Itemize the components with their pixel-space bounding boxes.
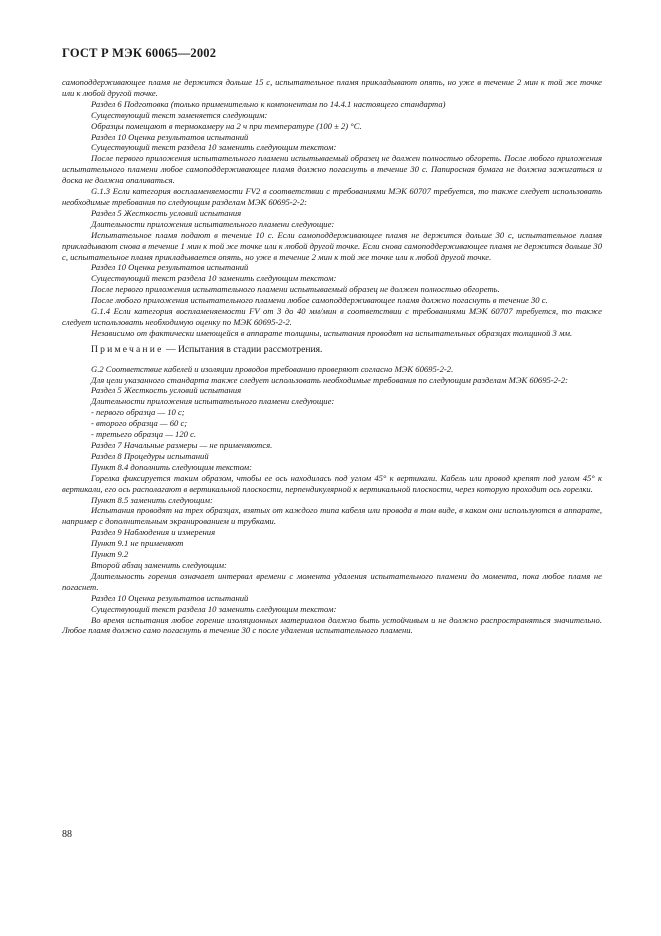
note-text: — Испытания в стадии рассмотрения. (163, 343, 323, 355)
paragraph: Испытательное пламя подают в течение 10 с. Если самоподдерживающее пламя не держится дольше 30 с, испытательное пламя прикладывают снова в течение 1 мин к той же точке или к любой другой точке. Если снова самоподдерживающее пламя не держится дольше 30 с, испытательное пламя прикладывается опять, но уже в течение 2 мин к той же точке или к любой другой точке. (62, 229, 602, 262)
paragraph: Пункт 8.5 заменить следующим: (91, 494, 213, 505)
paragraph: Раздел 10 Оценка результатов испытаний (91, 592, 249, 603)
paragraph: После любого приложения испытательного пламени любое самоподдерживающее пламя должно погаснуть в течение 30 с. (91, 295, 548, 306)
paragraph: Раздел 10 Оценка результатов испытаний (91, 262, 249, 273)
list-item: - первого образца — 10 с; (91, 407, 185, 418)
paragraph: Пункт 9.2 (91, 549, 129, 560)
paragraph: Для цели указанного стандарта также следует использовать необходимые требования по следующим разделам МЭК 60695-2-2: (91, 374, 568, 385)
paragraph: Горелка фиксируется таким образом, чтобы ее ось находилась под углом 45° к вертикали. Кабель или провод крепят под углом 45° к вертикали, его ось располагают в вертикальной плоскости, перпендикулярной к вертикальной плоскости, через которую проходит ось горелки. (62, 472, 602, 494)
paragraph: Раздел 9 Наблюдения и измерения (91, 527, 216, 538)
paragraph: Раздел 5 Жесткость условий испытания (91, 385, 242, 396)
paragraph: Раздел 10 Оценка результатов испытаний (91, 131, 249, 142)
paragraph: Существующий текст раздела 10 заменить следующим текстом: (91, 273, 337, 284)
document-header: ГОСТ Р МЭК 60065—2002 (62, 46, 217, 60)
paragraph: После первого приложения испытательного пламени испытываемый образец не должен полностью обгореть. (91, 284, 500, 295)
note-label: Примечание (91, 343, 164, 355)
paragraph: Второй абзац заменить следующим: (91, 559, 227, 570)
paragraph: Независимо от фактически имеющейся в аппарате толщины, испытания проводят на испытательных образцах толщиной 3 мм. (91, 327, 573, 338)
list-item: - третьего образца — 120 с. (91, 429, 197, 440)
paragraph: Раздел 6 Подготовка (только применительно к компонентам по 14.4.1 настоящего стандарта) (91, 98, 446, 109)
paragraph: Образцы помещают в термокамеру на 2 ч при температуре (100 ± 2) °С. (91, 120, 362, 131)
paragraph: Раздел 5 Жесткость условий испытания (91, 207, 242, 218)
paragraph: G.1.4 Если категория воспламеняемости FV от 3 до 40 мм/мин в соответствии с требованиями МЭК 60707 требуется, то также следует использовать необходимую оценку по МЭК 60695-2-2. (62, 306, 602, 327)
paragraph: Существующий текст раздела 10 заменить следующим текстом: (91, 142, 337, 153)
paragraph: G.1.3 Если категория воспламеняемости FV2 в соответствии с требованиями МЭК 60707 требуется, то также следует использовать необходимые требования по следующим разделам МЭК 60695-2-2: (62, 186, 602, 207)
paragraph: Существующий текст раздела 10 заменить следующим текстом: (91, 603, 337, 614)
paragraph: После первого приложения испытательного пламени испытываемый образец не должен полностью обгореть. После любого приложения испытательного пламени любое самоподдерживающее пламя должно погаснуть в течение 30 с. Папиросная бумага не должна зажигаться и доска не должна опаливаться. (62, 153, 602, 186)
note (62, 345, 602, 356)
paragraph: Раздел 7 Начальные размеры — не применяются. (91, 440, 273, 450)
paragraph: Пункт 9.1 не применяют (91, 538, 184, 549)
list-item: - второго образца — 60 с; (91, 418, 188, 429)
paragraph: Испытания проводят на трех образцах, взятых от каждого типа кабеля или провода в том виде, в каком они используются в аппарате, например с дополнительным экранированием и трубками. (62, 505, 602, 527)
paragraph: G.2 Соответствие кабелей и изоляции проводов требованию проверяют согласно МЭК 60695-2-2. (91, 363, 454, 374)
paragraph: Длительности приложения испытательного пламени следующие: (91, 396, 335, 407)
paragraph: Существующий текст заменяется следующим: (91, 109, 268, 120)
paragraph: Раздел 8 Процедуры испытаний (91, 450, 209, 461)
paragraph: Во время испытания любое горение изоляционных материалов должно быть устойчивым и не должно распространяться значительно. Любое пламя должно само погаснуть в течение 30 с после удаления испытательного пламени. (62, 614, 602, 636)
paragraph: Длительности приложения испытательного пламени следующие: (91, 218, 335, 229)
paragraph: Длительность горения означает интервал времени с момента удаления испытательного пламени до момента, пока любое пламя не погаснет. (62, 570, 602, 592)
document-body (62, 77, 602, 636)
paragraph: Пункт 8.4 дополнить следующим текстом: (91, 461, 252, 472)
paragraph: самоподдерживающее пламя не держится дольше 15 с, испытательное пламя прикладывают опять, но уже в течение 2 мин к той же точке или к любой другой точке. (62, 77, 602, 98)
page-number: 88 (62, 829, 72, 840)
